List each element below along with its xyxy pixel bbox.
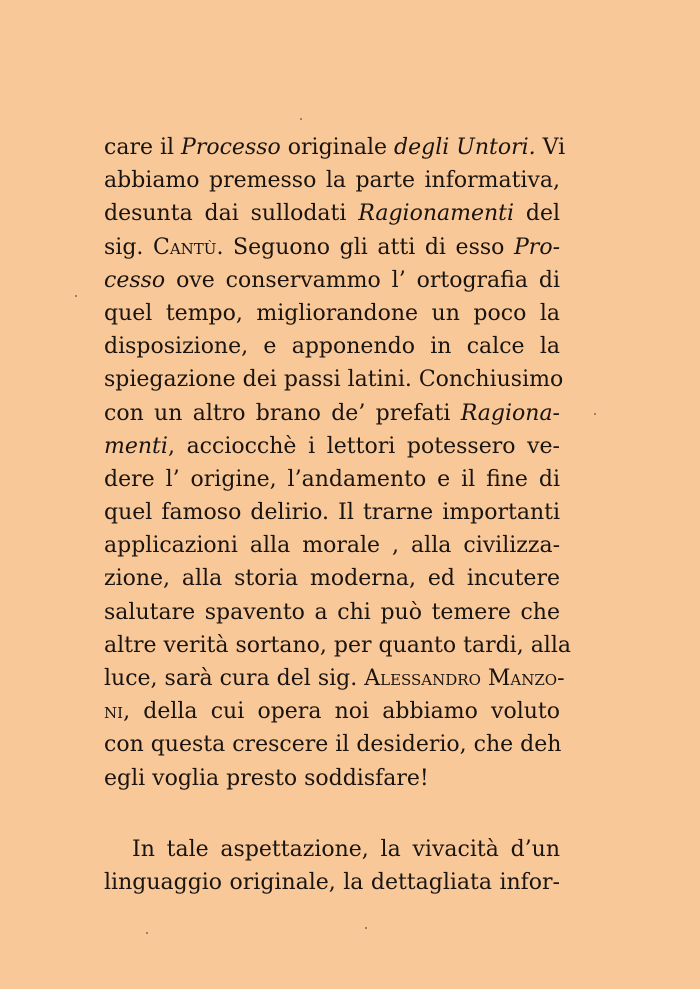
text-run: disposizione, e apponendo in calce la: [104, 334, 560, 360]
italic-text: Ragionamenti: [358, 201, 515, 227]
text-run: del: [514, 201, 560, 227]
text-line: [104, 164, 560, 197]
text-run: applicazioni alla morale , alla civilizza-: [104, 533, 560, 559]
text-line: [104, 695, 560, 728]
text-run: quel famoso delirio. Il trarne importanti: [104, 500, 560, 526]
italic-text: Processo: [181, 135, 281, 160]
text-line: [104, 629, 571, 662]
text-line: [104, 496, 560, 529]
text-line: [104, 430, 560, 463]
text-run: dere l’ origine, l’andamento e il fine di: [104, 466, 560, 492]
text-line: [104, 397, 560, 430]
italic-text: degli Untori.: [394, 135, 536, 160]
text-run: linguaggio originale, la dettagliata infor-: [104, 870, 560, 896]
text-run: spiegazione dei passi latini. Conchiusimo: [104, 367, 564, 393]
paper-speck: [146, 932, 148, 934]
paragraph-2: [104, 833, 560, 899]
text-run: sig.: [104, 234, 154, 260]
text-line: [104, 131, 566, 164]
paper-speck: [75, 295, 77, 297]
text-run: In tale aspettazione, la vivacità d’un: [132, 837, 560, 862]
italic-text: Pro-: [514, 234, 560, 260]
text-run: , acciocchè i lettori potessero ve-: [167, 433, 560, 459]
text-line: [104, 264, 560, 297]
paper-speck: [300, 118, 302, 120]
text-run: salutare spavento a chi può temere che: [104, 599, 560, 625]
text-line: [104, 463, 560, 496]
text-run: luce, sarà cura del sig.: [104, 666, 365, 691]
small-caps-text: Alessandro Manzo-: [364, 666, 565, 691]
text-line: [104, 363, 564, 396]
small-caps-text: ni: [104, 699, 124, 725]
text-line: [104, 562, 560, 595]
text-line: [104, 529, 560, 562]
text-run: care il: [104, 135, 182, 160]
text-line: [104, 231, 560, 264]
text-line: [104, 330, 560, 363]
paragraph-1: [104, 131, 571, 795]
text-run: altre verità sortano, per quanto tardi, alla: [104, 632, 571, 658]
text-line: [104, 866, 560, 899]
text-run: zione, alla storia moderna, ed incutere: [104, 566, 560, 592]
paper-speck: [594, 413, 596, 415]
paper-speck: [365, 927, 367, 929]
text-run: desunta dai sullodati: [104, 201, 359, 227]
text-line: [104, 197, 560, 230]
text-line: [104, 833, 560, 866]
text-run: con questa crescere il desiderio, che deh: [104, 732, 562, 758]
text-run: abbiamo premesso la parte informativa,: [104, 168, 560, 194]
italic-text: menti: [104, 433, 168, 459]
text-line: [104, 662, 565, 695]
text-line: [104, 728, 560, 761]
text-run: con un altro brano de’ prefati: [104, 400, 461, 426]
text-line: [104, 297, 560, 330]
text-run: quel tempo, migliorandone un poco la: [104, 300, 560, 326]
italic-text: cesso: [104, 267, 166, 293]
text-run: ove conservammo l’ ortografia di: [165, 267, 560, 293]
text-run: egli voglia presto soddisfare!: [104, 765, 429, 791]
text-run: originale: [280, 135, 395, 160]
small-caps-text: Cantù: [153, 234, 217, 260]
text-line: [104, 762, 560, 795]
text-run: . Seguono gli atti di esso: [216, 234, 514, 260]
italic-text: Ragiona-: [460, 400, 560, 426]
text-run: , della cui opera noi abbiamo voluto: [123, 699, 560, 725]
text-line: [104, 596, 560, 629]
text-run: Vi: [535, 135, 566, 160]
